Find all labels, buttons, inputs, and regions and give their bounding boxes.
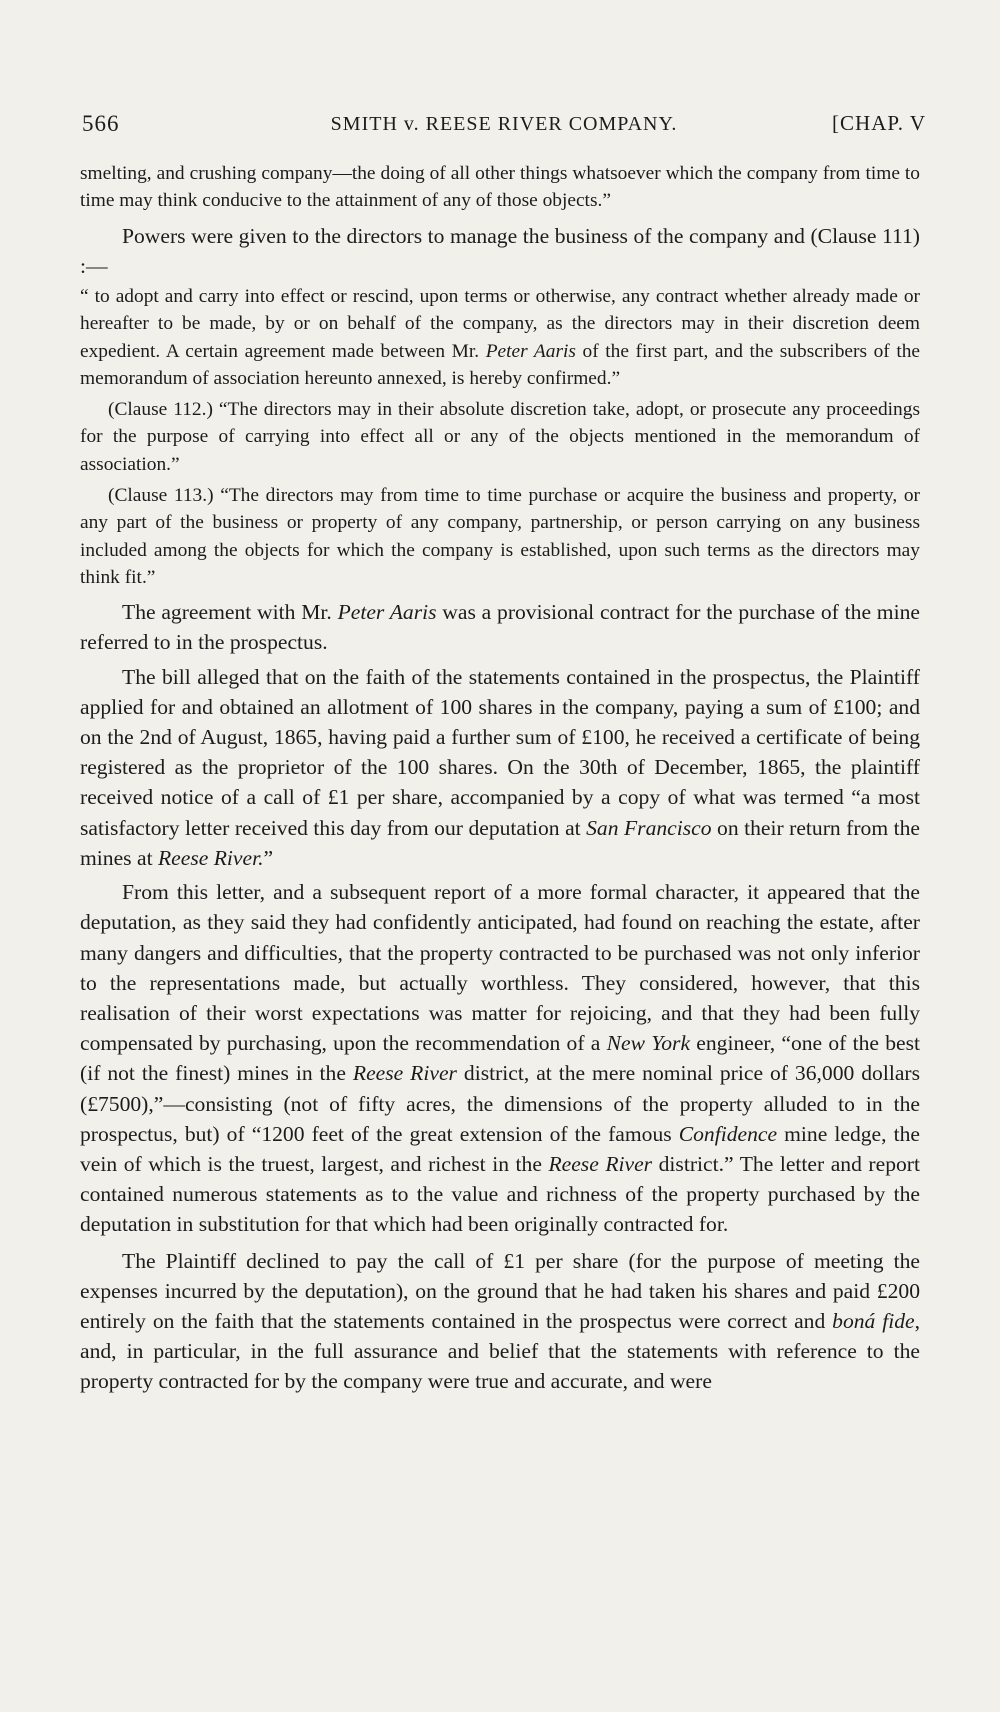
running-header (82, 111, 926, 141)
mine-confidence: Confidence (678, 1121, 778, 1146)
letter-text-c: district, at the mere nominal price of 36,000 dollars (£7500),”—consisting (not of fifty acres, the dimensions of the property alluded to in the prospectus, but) of “1200 feet of the great extension of the famous (80, 1061, 920, 1146)
letter-text-d: mine ledge, the vein of which is the truest, largest, and richest in the (80, 1121, 920, 1176)
place-reese-river-2: Reese River (352, 1061, 457, 1086)
paragraph-clause-112: (Clause 112.) “The directors may in their absolute discretion take, adopt, or prosecute any proceedings for the purpose of carrying into effect all or any of the objects mentioned in the memorandum of association.” (80, 399, 920, 475)
running-title: SMITH v. REESE RIVER COMPANY. (330, 113, 678, 135)
chapter-label: [CHAP. V (832, 111, 926, 135)
place-reese-river: Reese River. (157, 845, 264, 870)
declined-text-a: The Plaintiff declined to pay the call of £1 per share (for the purpose of meeting the expenses incurred by the deputation), on the ground that he had taken his shares and paid £200 entirely on the faith that the statements contained in the prospectus were correct and (80, 1248, 920, 1333)
bill-text-a: The bill alleged that on the faith of the statements contained in the prospectus, the Plaintiff applied for and obtained an allotment of 100 shares in the company, paying a sum of £100; and on the 2nd of August, 1865, having paid a further sum of £100, he received a certificate of being registered as the proprietor of the 100 shares. On the 30th of December, 1865, the plaintiff received notice of a call of £1 per share, accompanied by a copy of what was termed “a most satisfactory letter received this day from our deputation at (80, 664, 920, 840)
paragraph-clause-111 (80, 283, 920, 392)
place-san-francisco: San Francisco (586, 815, 712, 840)
bill-text-c: ” (263, 845, 274, 870)
letter-text-b: engineer, “one of the best (if not the finest) mines in the (80, 1031, 920, 1086)
page-body (80, 160, 920, 1397)
paragraph-clause-113: (Clause 113.) “The directors may from time to time purchase or acquire the business and property, or any part of the business or property of any company, partnership, or person carrying on any business included among the objects for which the company is established, upon such terms as the directors may think fit.” (80, 485, 920, 588)
phrase-bona-fide: boná fide (832, 1308, 915, 1333)
paragraph-objects-continued: smelting, and crushing company—the doing of all other things whatsoever which the company from time to time may think conducive to the attainment of any of those objects.” (80, 163, 920, 212)
paragraph-agreement (80, 597, 920, 657)
paragraph-bill-alleged (80, 662, 920, 873)
place-new-york: New York (606, 1031, 691, 1056)
name-peter-aaris-2: Peter Aaris (337, 600, 437, 625)
letter-text-e: district.” The letter and report contained numerous statements as to the value and richness of the property purchased by the deputation in substitution for that which had been originally contracted for. (80, 1151, 920, 1237)
agreement-text-b: was a provisional contract for the purchase of the mine referred to in the prospectus. (80, 600, 920, 655)
paragraph-directors-powers: Powers were given to the directors to manage the business of the company and (Clause 111) :— (80, 223, 920, 278)
name-peter-aaris: Peter Aaris (485, 340, 576, 362)
declined-text-b: , and, in particular, in the full assurance and belief that the statements with reference to the property contracted for by the company were true and accurate, and were (80, 1308, 921, 1394)
page-number: 566 (82, 111, 120, 136)
bill-text-b: on their return from the mines at (80, 815, 920, 870)
paragraph-letter-report (80, 877, 920, 1239)
paragraph-plaintiff-declined (80, 1246, 920, 1397)
clause-111-text-a: “ to adopt and carry into effect or rescind, upon terms or otherwise, any contract whether already made or hereafter to be made, by or on behalf of the company, as the directors may in their discretion deem expedient. A certain agreement made between Mr. (80, 286, 920, 362)
place-reese-river-3: Reese River (548, 1151, 653, 1176)
clause-111-text-b: of the first part, and the subscribers of the memorandum of association hereunto annexed, is hereby confirmed.” (80, 340, 921, 389)
letter-text-a: From this letter, and a subsequent report of a more formal character, it appeared that the deputation, as they said they had confidently anticipated, had found on reaching the estate, after many dangers and difficulties, that the property contracted to be purchased was not only inferior to the representations made, but actually worthless. They considered, however, that this realisation of their worst expectations was matter for rejoicing, and that they had been fully compensated by purchasing, upon the recommendation of a (80, 880, 920, 1056)
agreement-text-a: The agreement with Mr. (122, 600, 338, 625)
